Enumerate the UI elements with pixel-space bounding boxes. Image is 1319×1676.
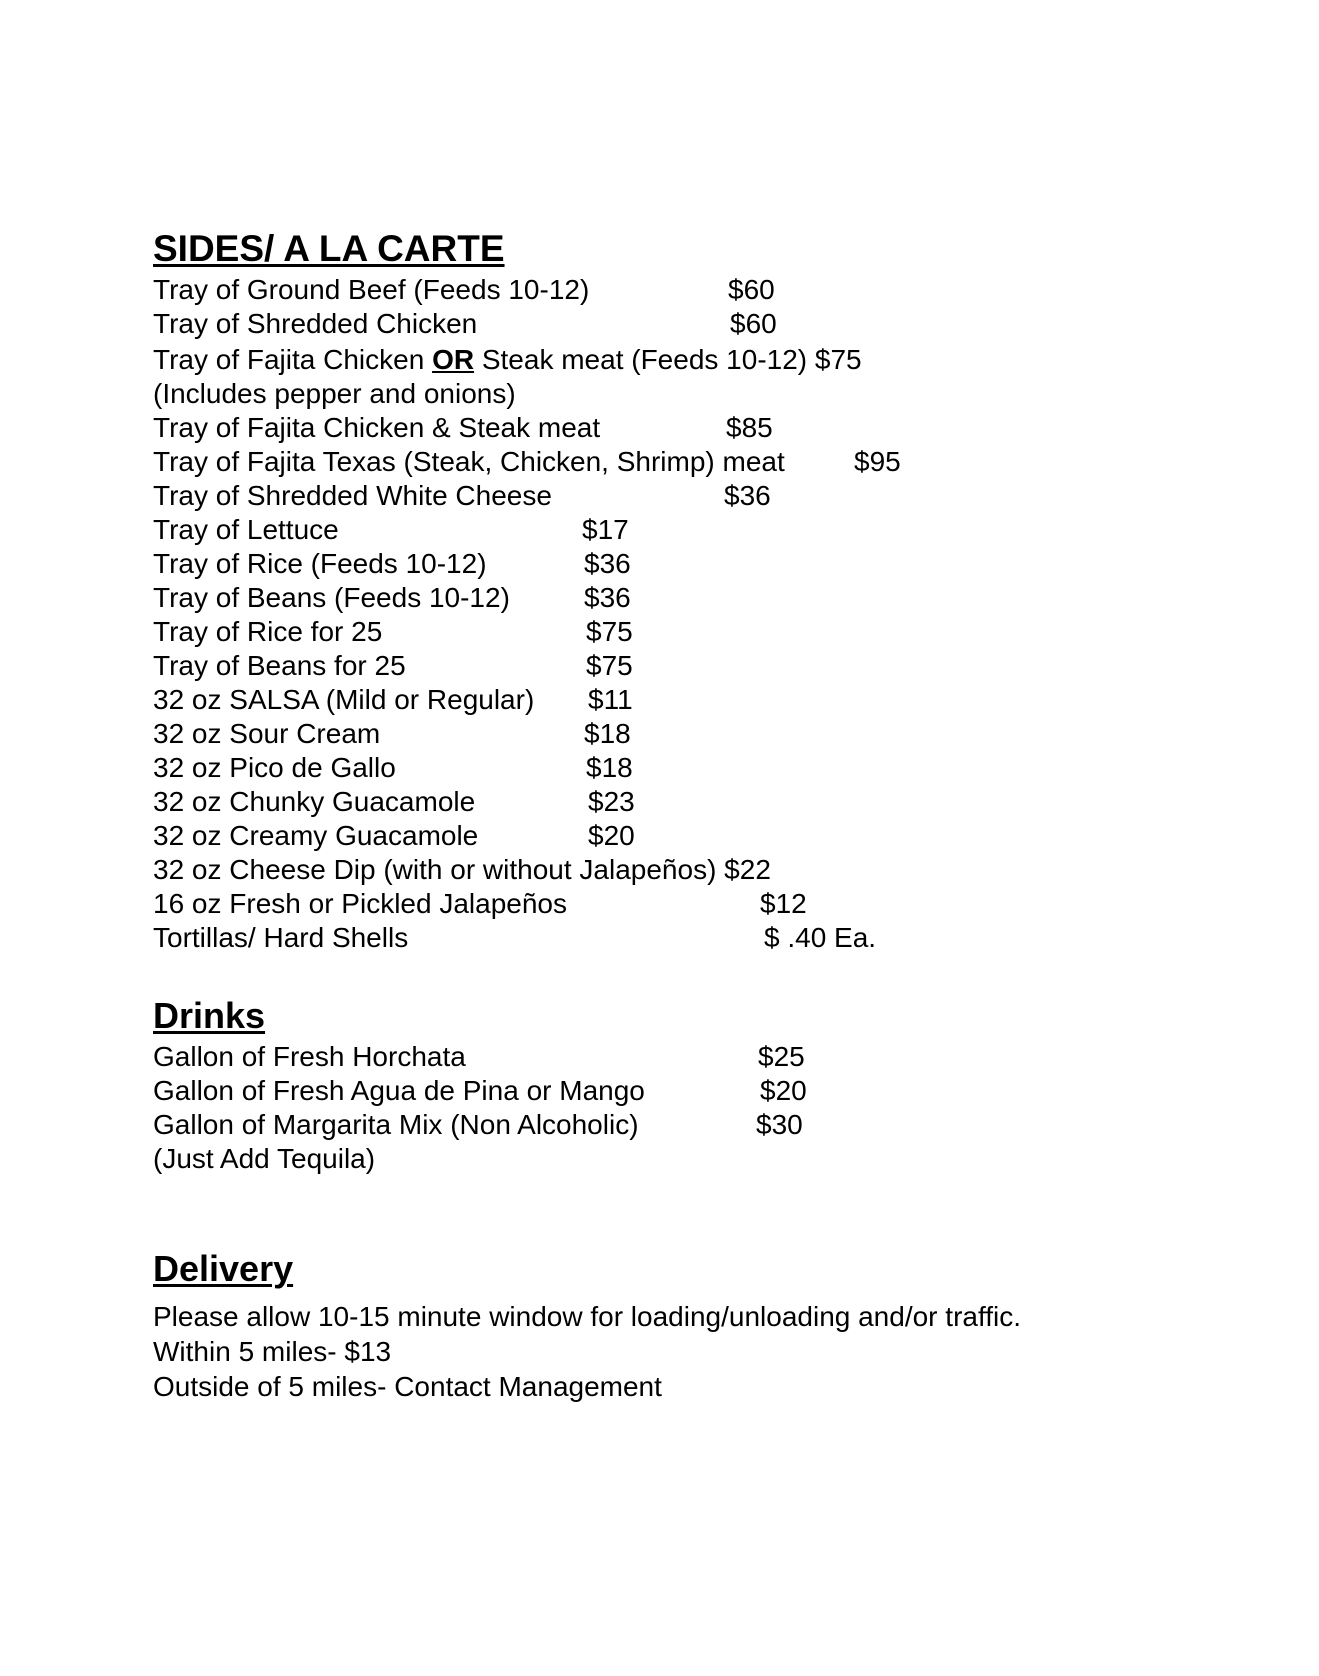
item-name: Tray of Beans for 25 xyxy=(153,650,406,681)
item-name: Tortillas/ Hard Shells xyxy=(153,922,409,953)
delivery-line: Within 5 miles- $13 xyxy=(153,1336,392,1367)
item-name: (Just Add Tequila) xyxy=(153,1143,376,1174)
menu-item xyxy=(153,1111,639,1139)
item-price: $20 xyxy=(760,1075,807,1106)
item-name: Tray of Shredded White Cheese xyxy=(153,480,552,511)
sides-heading: SIDES/ A LA CARTE xyxy=(153,228,505,269)
item-name-part: Steak meat (Feeds 10-12) $75 xyxy=(474,344,862,375)
item-price: $95 xyxy=(854,446,901,477)
menu-item xyxy=(153,754,396,782)
menu-item-note xyxy=(153,1145,375,1173)
item-name: Gallon of Fresh Horchata xyxy=(153,1041,466,1072)
item-price: $11 xyxy=(588,684,633,715)
menu-item xyxy=(153,1043,466,1071)
item-name: Tray of Shredded Chicken xyxy=(153,308,478,339)
menu-item xyxy=(153,618,382,646)
item-name: Tray of Rice for 25 xyxy=(153,616,383,647)
item-name: 32 oz Pico de Gallo xyxy=(153,752,396,783)
item-name: 32 oz SALSA (Mild or Regular) xyxy=(153,684,535,715)
item-price: $60 xyxy=(728,274,775,305)
menu-item xyxy=(153,276,589,304)
or-emphasis: OR xyxy=(432,344,475,375)
menu-item xyxy=(153,346,862,374)
item-name: 32 oz Sour Cream xyxy=(153,718,381,749)
item-price: $23 xyxy=(588,786,635,817)
item-name: 32 oz Creamy Guacamole xyxy=(153,820,479,851)
item-name-part: Tray of Fajita Chicken xyxy=(153,344,433,375)
item-name: 16 oz Fresh or Pickled Jalapeños xyxy=(153,888,567,919)
menu-item xyxy=(153,686,534,714)
item-name: Gallon of Fresh Agua de Pina or Mango xyxy=(153,1075,645,1106)
delivery-heading: Delivery xyxy=(153,1248,294,1289)
item-name: Tray of Fajita Chicken & Steak meat xyxy=(153,412,601,443)
item-price: $12 xyxy=(760,888,807,919)
item-price: $75 xyxy=(586,616,633,647)
menu-item xyxy=(153,890,567,918)
item-price: $25 xyxy=(758,1041,805,1072)
menu-item xyxy=(153,822,478,850)
menu-item xyxy=(153,584,510,612)
item-name: Tray of Fajita Texas (Steak, Chicken, Shrimp) meat xyxy=(153,446,785,477)
item-price: $36 xyxy=(584,582,631,613)
item-price: $36 xyxy=(584,548,631,579)
menu-item xyxy=(153,414,600,442)
menu-item xyxy=(153,788,475,816)
menu-item xyxy=(153,720,380,748)
item-name: Tray of Lettuce xyxy=(153,514,339,545)
item-price: $36 xyxy=(724,480,771,511)
item-name: 32 oz Chunky Guacamole xyxy=(153,786,476,817)
item-price: $18 xyxy=(584,718,631,749)
delivery-line: Outside of 5 miles- Contact Management xyxy=(153,1371,662,1402)
drinks-heading: Drinks xyxy=(153,995,266,1036)
menu-item xyxy=(153,482,552,510)
menu-item xyxy=(153,1077,645,1105)
menu-item xyxy=(153,516,339,544)
item-name: Tray of Ground Beef (Feeds 10-12) xyxy=(153,274,590,305)
item-price: $18 xyxy=(586,752,633,783)
item-name: Gallon of Margarita Mix (Non Alcoholic) xyxy=(153,1109,639,1140)
item-price: $17 xyxy=(582,514,629,545)
item-name: (Includes pepper and onions) xyxy=(153,378,516,409)
item-name: Tray of Rice (Feeds 10-12) xyxy=(153,548,487,579)
item-name: Tray of Beans (Feeds 10-12) xyxy=(153,582,510,613)
menu-item xyxy=(153,652,406,680)
menu-item xyxy=(153,856,771,884)
menu-item xyxy=(153,924,408,952)
delivery-line: Please allow 10-15 minute window for loading/unloading and/or traffic. xyxy=(153,1301,1022,1332)
item-price: $85 xyxy=(726,412,773,443)
item-price: $60 xyxy=(730,308,777,339)
menu-item-note xyxy=(153,380,516,408)
menu-item xyxy=(153,550,487,578)
menu-item xyxy=(153,310,477,338)
item-name: 32 oz Cheese Dip (with or without Jalapeños) $22 xyxy=(153,854,771,885)
menu-item xyxy=(153,448,785,476)
item-price: $75 xyxy=(586,650,633,681)
item-price: $20 xyxy=(588,820,635,851)
item-price: $30 xyxy=(756,1109,803,1140)
item-price: $ .40 Ea. xyxy=(764,922,877,953)
